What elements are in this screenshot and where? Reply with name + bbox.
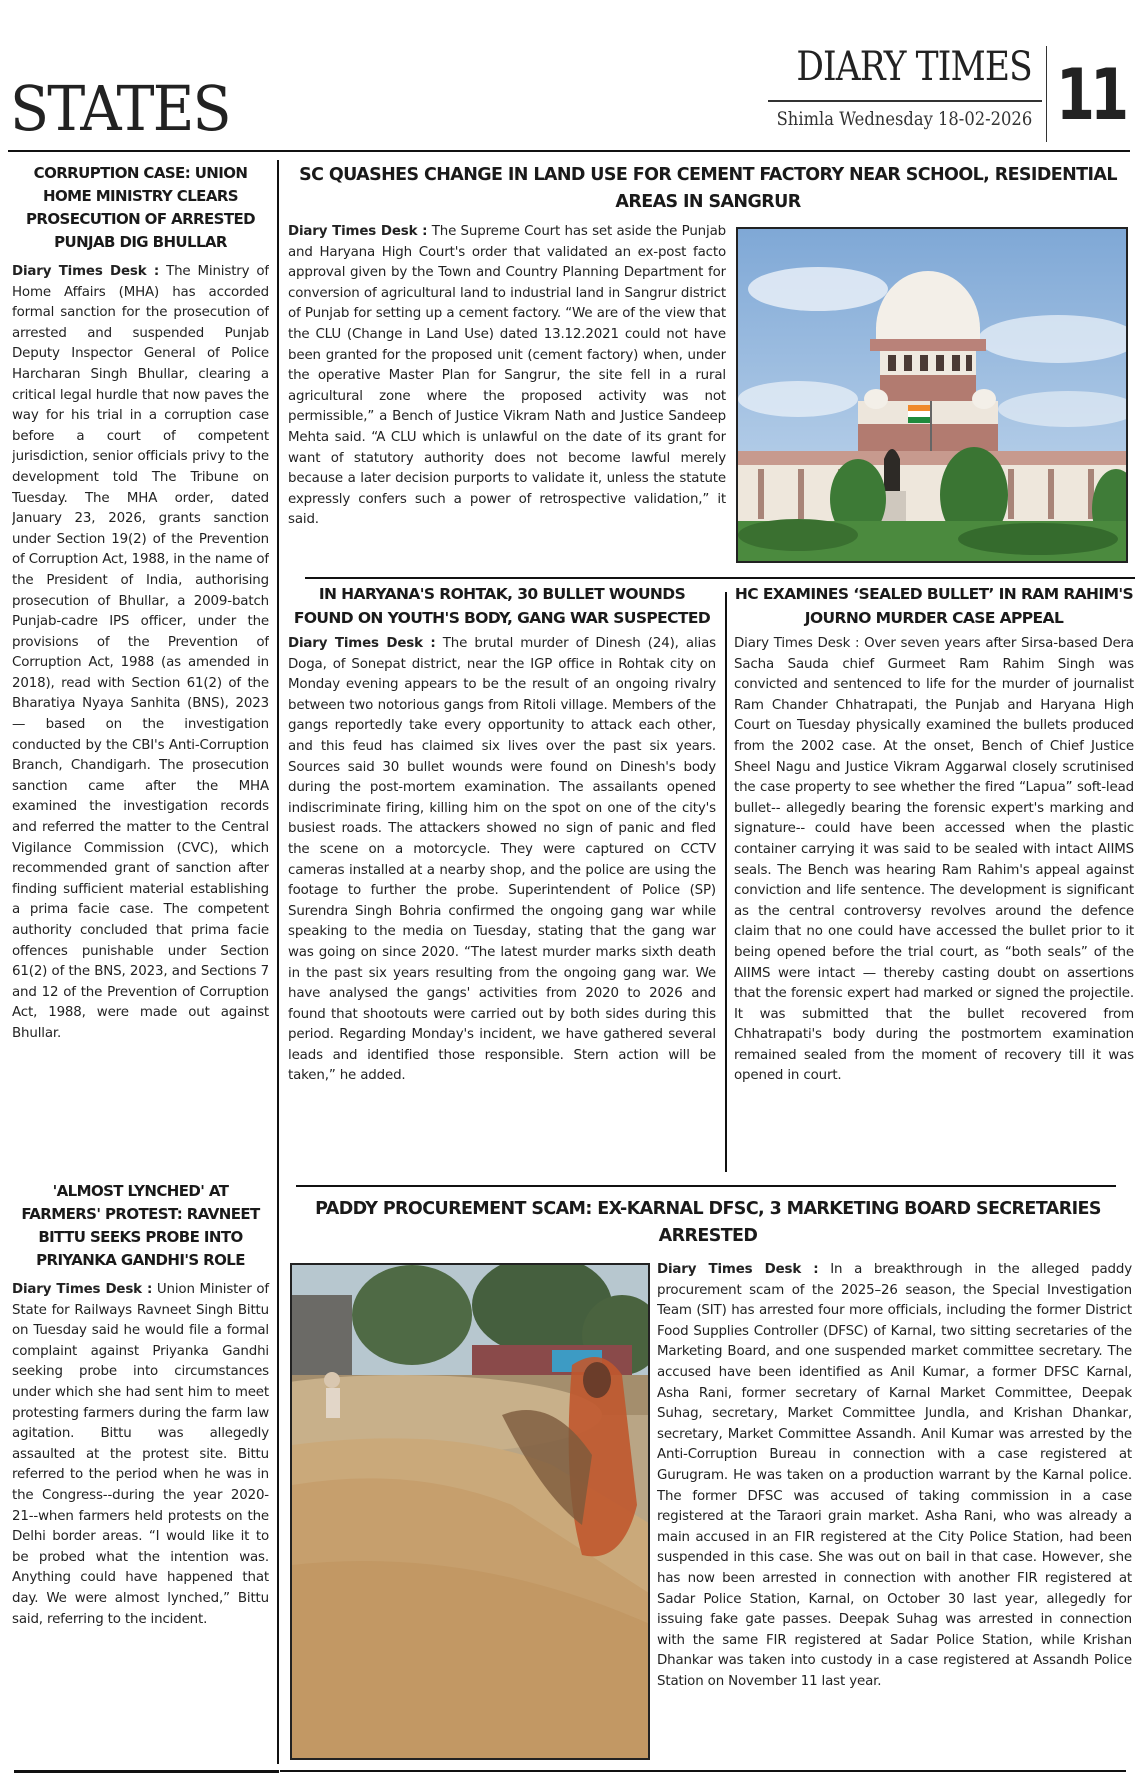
headline-bittu: 'ALMOST LYNCHED' AT FARMERS' PROTEST: RAVNEET BITTU SEEKS PROBE INTO PRIYANKA GANDHI'S ROLE [21, 1182, 260, 1269]
desk-credit: Diary Times Desk : [657, 1262, 819, 1277]
body-ramrahim [734, 634, 1134, 1154]
body-text: The Supreme Court has set aside the Punjab and Haryana High Court's order that validated an ex-post facto approval given by the Town and Country Planning Department for conversion of agricultural land to industrial land in Sangrur district of Punjab for setting up a cement factory. “We are of the view that the CLU (Change in Land Use) dated 13.12.2021 could not have been granted for the proposed unit (cement factory) when, under the operative Master Plan for Sangrur, the site fell in a rural agricultural zone where the proposed activity was not permissible,” a Bench of Justice Vikram Nath and Justice Sandeep Mehta said. “A CLU which is unlawful on the date of its grant for want of statutory authority does not become lawful merely because a later decision purports to validate it, unless the statute expressly confers such a power of retrospective validation,” it said. [288, 224, 726, 528]
newspaper-title: DIARY TIMES [796, 44, 1032, 90]
body-sangrur [288, 222, 726, 560]
section-title: STATES [10, 72, 230, 145]
story-bhullar [12, 162, 269, 1170]
column-divider [277, 160, 279, 1764]
body-rohtak [288, 634, 716, 1134]
headline-bhullar: CORRUPTION CASE: UNION HOME MINISTRY CLEARS PROSECUTION OF ARRESTED PUNJAB DIG BHULLAR [26, 164, 255, 251]
top-rule [8, 150, 1130, 152]
desk-credit: Diary Times Desk : [288, 224, 428, 239]
story-paddy-header [288, 1196, 1128, 1254]
story-rohtak [288, 582, 716, 1134]
dateline: Shimla Wednesday 18-02-2026 [776, 108, 1032, 130]
headline-sangrur: SC QUASHES CHANGE IN LAND USE FOR CEMENT FACTORY NEAR SCHOOL, RESIDENTIAL AREAS IN SANGRUR [299, 165, 1117, 212]
story-sangrur [288, 162, 1128, 528]
story-ramrahim [734, 582, 1134, 1154]
supreme-court-photo [736, 227, 1128, 563]
section-rule [305, 577, 1135, 579]
body-text: The Ministry of Home Affairs (MHA) has accorded formal sanction for the prosecution of arrested and suspended Punjab Deputy Inspector General of Police Harcharan Singh Bhullar, clearing a critical legal hurdle that now paves the way for his trial in a corruption case before a court of competent jurisdiction, senior officials privy to the development told The Tribune on Tuesday. The MHA order, dated January 23, 2026, grants sanction under Section 19(2) of the Prevention of Corruption Act, 1988, in the name of the President of India, authorising prosecution of Bhullar, a 2009-batch Punjab-cadre IPS officer, under the provisions of the Prevention of Corruption Act, 1988 (as amended in 2018), read with Section 61(2) of the Bharatiya Nyaya Sanhita (BNS), 2023 — based on the investigation conducted by the CBI's Anti-Corruption Branch, Chandigarh. The prosecution sanction came after the MHA examined the investigation records and referred the matter to the Central Vigilance Commission (CVC), which recommended grant of sanction after finding sufficient material establishing a prima facie case. The competent authority concluded that prima facie offences punishable under Section 61(2) of the BNS, 2023, and Sections 7 and 12 of the Prevention of Corruption Act, 1988, were made out against Bhullar. [12, 264, 269, 1041]
paddy-market-image-icon [292, 1265, 650, 1760]
column-divider [725, 592, 727, 1172]
body-bittu [12, 1280, 269, 1630]
masthead-divider [1046, 46, 1047, 142]
masthead-rule [768, 100, 1042, 102]
body-bhullar [12, 262, 269, 1170]
desk-credit: Diary Times Desk : [288, 636, 436, 651]
body-text: In a breakthrough in the alleged paddy procurement scam of the 2025–26 season, the Special Investigation Team (SIT) has arrested four more officials, including the former District Food Supplies Controller (DFSC) of Karnal, two sitting secretaries of the Marketing Board, and one suspended market committee secretary. The accused have been identified as Anil Kumar, a former DFSC Karnal, Asha Rani, former secretary of Karnal Market Committee, Deepak Suhag, secretary, Market Committee Jundla, and Krishan Dhankar, secretary, Market Committee Assandh. Anil Kumar was arrested by the Anti-Corruption Bureau in connection with a case registered at Gurugram. He was taken on a production warrant by the Karnal police. The former DFSC was accused of taking commission in a case registered at the Taraori grain market. Asha Rani, who was already a main accused in an FIR registered at the City Police Station, had been suspended in this case. She was out on bail in that case. However, she has now been arrested in connection with another FIR registered at Sadar Police Station, Karnal, on October 30 last year, allegedly for issuing fake gate passes. Deepak Suhag was arrested in connection with the same FIR registered at Sadar Police Station, while Krishan Dhankar was taken into custody in a case registered at Assandh Police Station on November 11 last year. [657, 1262, 1132, 1689]
paddy-photo [290, 1263, 650, 1760]
body-text: Union Minister of State for Railways Ravneet Singh Bittu on Tuesday said he would file a formal complaint against Priyanka Gandhi seeking probe into circumstances under which she had sent him to meet protesting farmers during the farm law agitation. Bittu was allegedly assaulted at the protest site. Bittu referred to the period when he was in the Congress--during the year 2020-21--when farmers held protests on the Delhi border areas. “I would like it to be probed what the intention was. Anything could have happened that day. We were almost lynched,” Bittu said, referring to the incident. [12, 1282, 269, 1627]
story-bittu [12, 1180, 269, 1630]
section-rule [296, 1185, 1116, 1187]
supreme-court-image-icon [738, 229, 1128, 563]
desk-credit: Diary Times Desk : [12, 1282, 153, 1297]
bottom-rule [14, 1770, 279, 1773]
left-column [12, 162, 269, 1630]
body-text: Over seven years after Sirsa-based Dera Sacha Sauda chief Gurmeet Ram Rahim Singh was convicted and sentenced to life for the murder of journalist Ram Chander Chhatrapati, the Punjab and Haryana High Court on Tuesday physically examined the bullets produced from the 2002 case. At the onset, Bench of Chief Justice Sheel Nagu and Justice Vikram Aggarwal closely scrutinised the case property to see whether the fired “Lapua” soft-lead bullet-- allegedly bearing the forensic expert's marking and signature-- could have been accessed when the plastic container carrying it was said to be sealed with intact AIIMS seals. The Bench was hearing Ram Rahim's appeal against conviction and life sentence. The development is significant as the central controversy revolves around the defence claim that no one could have accessed the bullet prior to it being opened before the trial court, as “both seals” of the AIIMS were intact — thereby casting doubt on assertions that the forensic expert had marked or signed the projectile. It was submitted that the bullet recovered from Chhatrapati's body during the postmortem examination remained sealed from the moment of recovery till it was opened in court. [734, 636, 1134, 1084]
bottom-rule [280, 1770, 1126, 1772]
desk-credit: Diary Times Desk : [734, 636, 860, 651]
body-paddy [657, 1260, 1132, 1760]
desk-credit: Diary Times Desk : [12, 264, 160, 279]
headline-rohtak: IN HARYANA'S ROHTAK, 30 BULLET WOUNDS FOUND ON YOUTH'S BODY, GANG WAR SUSPECTED [293, 585, 711, 627]
headline-paddy: PADDY PROCUREMENT SCAM: EX-KARNAL DFSC, 3 MARKETING BOARD SECRETARIES ARRESTED [315, 1199, 1101, 1246]
page-number: 11 [1056, 54, 1125, 136]
body-text: The brutal murder of Dinesh (24), alias Doga, of Sonepat district, near the IGP office in Rohtak city on Monday evening appears to be the result of an ongoing rivalry between two notorious gangs from Ritoli village. Members of the gangs reportedly take every opportunity to attack each other, and this feud has claimed six lives over the past six years. Sources said 30 bullet wounds were found on Dinesh's body during the post-mortem examination. The assailants opened indiscriminate firing, killing him on the spot on one of the city's busiest roads. The attackers showed no sign of panic and fled the scene on a motorcycle. They were captured on CCTV cameras installed at a nearby shop, and the police are using the footage to further the probe. Superintendent of Police (SP) Surendra Singh Bohria confirmed the ongoing gang war while speaking to the media on Tuesday, stating that the gang war was going on since 2020. “The latest murder marks sixth death in the past six years resulting from the ongoing gang war. We have analysed the gangs' activities from 2020 to 2026 and found that shootouts were carried out by both sides during this period. Regarding Monday's incident, we have gathered several leads and identified those responsible. Stern action will be taken,” he added. [288, 636, 716, 1084]
headline-ramrahim: HC EXAMINES ‘SEALED BULLET’ IN RAM RAHIM'S JOURNO MURDER CASE APPEAL [734, 585, 1134, 627]
